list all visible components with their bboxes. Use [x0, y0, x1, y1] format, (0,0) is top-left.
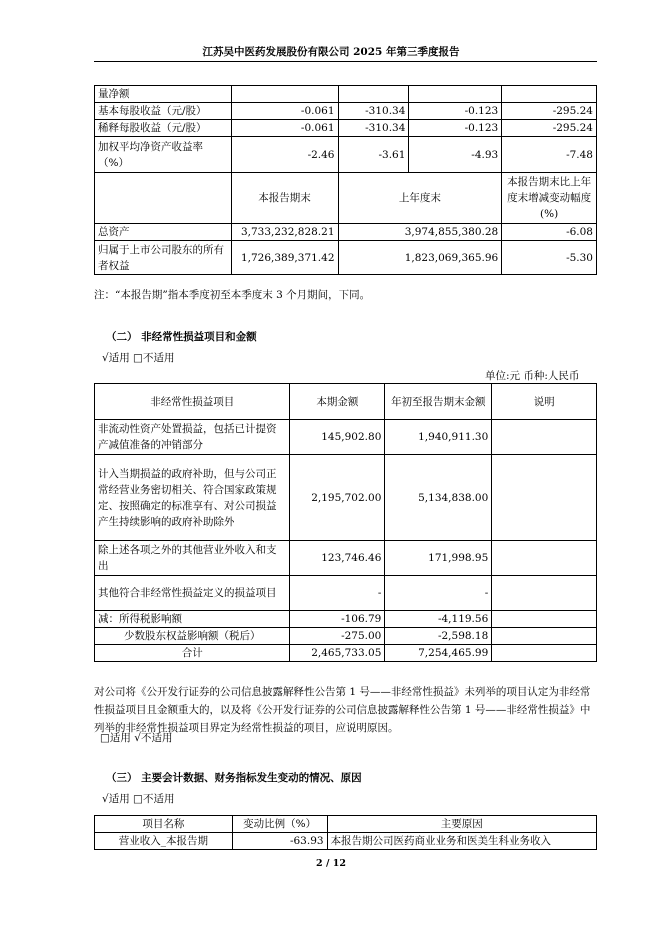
table-row: 减：所得税影响额 -106.79 -4,119.56 [95, 611, 597, 628]
row-label: 归属于上市公司股东的所有者权益 [95, 241, 232, 275]
table-row [95, 86, 597, 103]
row-label: 总资产 [95, 224, 232, 241]
column-header: 非经常性损益项目 [95, 384, 290, 420]
page-number: 2 / 12 [316, 858, 346, 869]
table-row: 稀释每股收益（元/股） -0.061 -310.34 -0.123 -295.24 [95, 120, 597, 137]
table-row: 其他符合非经常性损益定义的损益项目 - - [95, 576, 597, 611]
table-row: 归属于上市公司股东的所有者权益 1,726,389,371.42 1,823,069,365.96 -5.30 [95, 241, 597, 275]
table-row: 合计 2,465,733.05 7,254,465.99 [95, 645, 597, 662]
table-row: 少数股东权益影响额（税后） -275.00 -2,598.18 [95, 628, 597, 645]
table-row: 加权平均净资产收益率（%） -2.46 -3.61 -4.93 -7.48 [95, 137, 597, 173]
applicable-checkbox-group[interactable]: √适用 □不适用 [102, 793, 175, 805]
unit-label: 单位:元 币种:人民币 [485, 370, 580, 382]
column-header: 主要原因 [327, 816, 596, 833]
column-header: 本报告期末比上年度末增减变动幅度(%) [502, 173, 597, 224]
row-label: 稀释每股收益（元/股） [95, 120, 232, 137]
table-row: 计入当期损益的政府补助，但与公司正常经营业务密切相关、符合国家政策规定、按照确定的标准享有、对公司损益产生持续影响的政府补助除外 2,195,702.00 5,134,838.00 [95, 455, 597, 541]
table-row: 基本每股收益（元/股） -0.061 -310.34 -0.123 -295.24 [95, 103, 597, 120]
changes-table [94, 815, 597, 850]
financial-indicators-table [94, 85, 597, 275]
table-header [95, 384, 597, 420]
section-title: （三） 主要会计数据、财务指标发生变动的情况、原因 [106, 772, 362, 784]
column-header: 本报告期末 [231, 173, 338, 224]
applicable-checkbox-group[interactable]: √适用 □不适用 [102, 352, 175, 364]
table-row: 除上述各项之外的其他营业外收入和支出 123,746.46 171,998.95 [95, 541, 597, 576]
column-header: 年初至报告期末金额 [385, 384, 492, 420]
table-subheader [95, 173, 597, 224]
table-header [95, 816, 597, 833]
report-header: 江苏吴中医药发展股份有限公司 2025 年第三季度报告 [202, 46, 460, 58]
table-row: 总资产 3,733,232,828.21 3,974,855,380.28 -6.08 [95, 224, 597, 241]
row-label: 量净额 [95, 86, 232, 103]
column-header: 说明 [492, 384, 597, 420]
column-header: 项目名称 [95, 816, 233, 833]
explanation-paragraph: 对公司将《公开发行证券的公司信息披露解释性公告第 1 号——非经常性损益》未列举的项目认定为非经常性损益项目且金额重大的，以及将《公开发行证券的公司信息披露解释性公告第 1 号——非经常性损益》中列举的非经常性损益项目界定为经常性损益的项目，应说明原因。 [94, 686, 591, 734]
section-title: （二） 非经常性损益项目和金额 [106, 331, 257, 343]
table-note: 注：“本报告期”指本季度初至本季度末 3 个月期间，下同。 [94, 289, 371, 301]
column-header: 上年度末 [338, 173, 502, 224]
non-recurring-items-table [94, 383, 597, 662]
table-row: 营业收入_本报告期 -63.93 本报告期公司医药商业业务和医美生科业务收入 [95, 833, 597, 850]
column-header: 本期金额 [290, 384, 385, 420]
column-header: 变动比例（%） [232, 816, 327, 833]
row-label: 基本每股收益（元/股） [95, 103, 232, 120]
table-row: 非流动性资产处置损益，包括已计提资产减值准备的冲销部分 145,902.80 1,940,911.30 [95, 420, 597, 455]
header-divider [94, 61, 597, 62]
applicable-checkbox-group[interactable]: □适用 √不适用 [100, 732, 173, 744]
row-label: 加权平均净资产收益率（%） [95, 137, 232, 173]
